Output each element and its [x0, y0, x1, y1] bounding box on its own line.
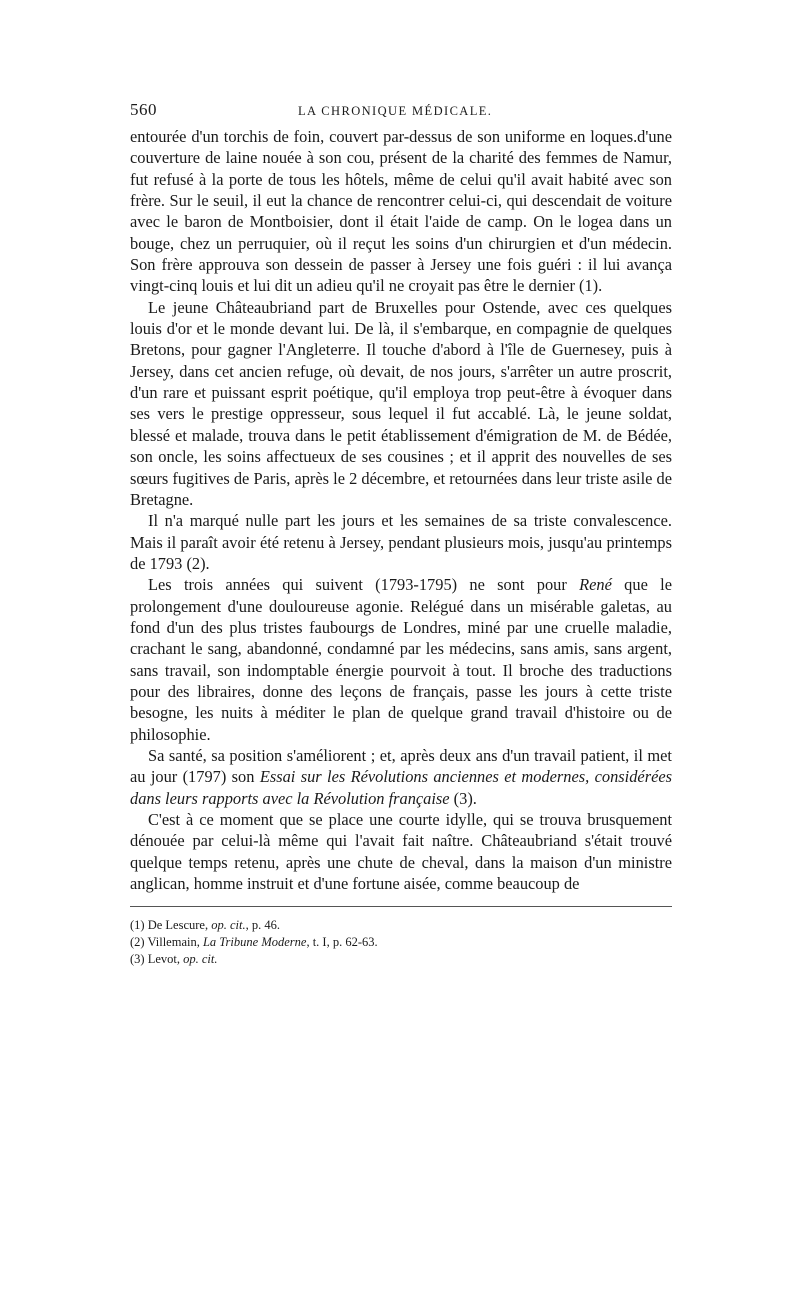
- paragraph: Le jeune Châteaubriand part de Bruxelles pour Ostende, avec ces quelques louis d'or et le monde devant lui. De là, il s'embarque, en compagnie de quelques Bretons, pour gagner l'Angleterre. Il touche d'abord à l'île de Guernesey, puis à Jersey, dans cet ancien refuge, où devait, de nos jours, s'arrêter un autre proscrit, d'un rare et puissant esprit poétique, qu'il employa trop peut-être à évoquer dans ses vers le prestige oppresseur, sous lequel il fut accablé. Là, le jeune soldat, blessé et malade, trouva dans le petit établissement d'émigration de M. de Bédée, son oncle, les soins affectueux de ses cousines ; et il apprit des nouvelles de ses sœurs fugitives de Paris, après le 2 décembre, et retournées dans leur triste asile de Bretagne.: [130, 297, 672, 509]
- footnote: [130, 951, 672, 968]
- footnote-text: (1) De Lescure,: [130, 918, 212, 933]
- page-number: 560: [130, 100, 157, 119]
- main-text: [130, 126, 672, 894]
- text-run: Sa santé, sa position s'améliorent ; et, après deux ans d'un travail patient, il met au jour (1797) son: [130, 745, 672, 787]
- footnote-divider: [130, 906, 672, 907]
- paragraph: [130, 574, 672, 745]
- book-title: Essai sur les Révolutions anciennes et modernes, considérées dans leurs rapports avec la Révolution française: [130, 767, 672, 808]
- paragraph: entourée d'un torchis de foin, couvert par-dessus de son uniforme en loques.d'une couverture de laine nouée à son cou, présent de la charité des femmes de Namur, fut refusé à la porte de tous les hôtels, même de celui qu'il avait habité avec son frère. Sur le seuil, il eut la chance de rencontrer celui-ci, qui descendait de voiture avec le baron de Montboisier, dont il était l'aide de camp. On le logea dans un bouge, chez un perruquier, où il reçut les soins d'un chirurgien et d'un médecin. Son frère approuva son dessein de passer à Jersey une fois guéri : il lui avança vingt-cinq louis et lui dit un adieu qu'il ne croyait pas être le dernier (1).: [130, 127, 672, 296]
- text-run: (3).: [449, 788, 477, 808]
- text-run: que le prolongement d'une douloureuse agonie. Relégué dans un misérable galetas, au fond d'un des plus tristes faubourgs de Londres, miné par une cruelle maladie, crachant le sang, abandonné, condamné par les médecins, sans amis, sans argent, sans travail, son indomptable énergie pourvoit à tout. Il broche des traductions pour des libraires, donne des leçons de français, passe les jours à cette triste besogne, les nuits à méditer le plan de quelque grand travail d'histoire ou de philosophie.: [130, 575, 672, 744]
- footnote-text: (2) Villemain,: [130, 935, 203, 950]
- paragraph: [130, 745, 672, 809]
- footnote-citation: op. cit.: [211, 918, 246, 933]
- footnote: [130, 934, 672, 951]
- paragraph: Il n'a marqué nulle part les jours et les semaines de sa triste convalescence. Mais il paraît avoir été retenu à Jersey, pendant plusieurs mois, jusqu'au printemps de 1793 (2).: [130, 511, 672, 573]
- footnote-text: (3) Levot,: [130, 952, 184, 967]
- footnote-citation: La Tribune Moderne: [202, 935, 307, 950]
- footnote-citation: op. cit.: [183, 952, 218, 967]
- running-head: [130, 96, 672, 126]
- footnote: [130, 917, 672, 934]
- text-run: Les trois années qui suivent (1793-1795) ne sont pour: [148, 575, 580, 595]
- footnote-text: , t. I, p. 62-63.: [306, 935, 378, 950]
- italic-term: René: [579, 575, 612, 595]
- footnotes: [130, 917, 672, 968]
- paragraph: C'est à ce moment que se place une courte idylle, qui se trouva brusquement dénouée par celui-là même qui l'avait fait naître. Châteaubriand s'était trouvé quelque temps retenu, après une chute de cheval, dans la maison d'un ministre anglican, homme instruit et d'une fortune aisée, comme beaucoup de: [130, 810, 672, 894]
- journal-title: LA CHRONIQUE MÉDICALE.: [298, 104, 493, 118]
- footnote-text: , p. 46.: [245, 918, 280, 933]
- book-page: [130, 96, 672, 968]
